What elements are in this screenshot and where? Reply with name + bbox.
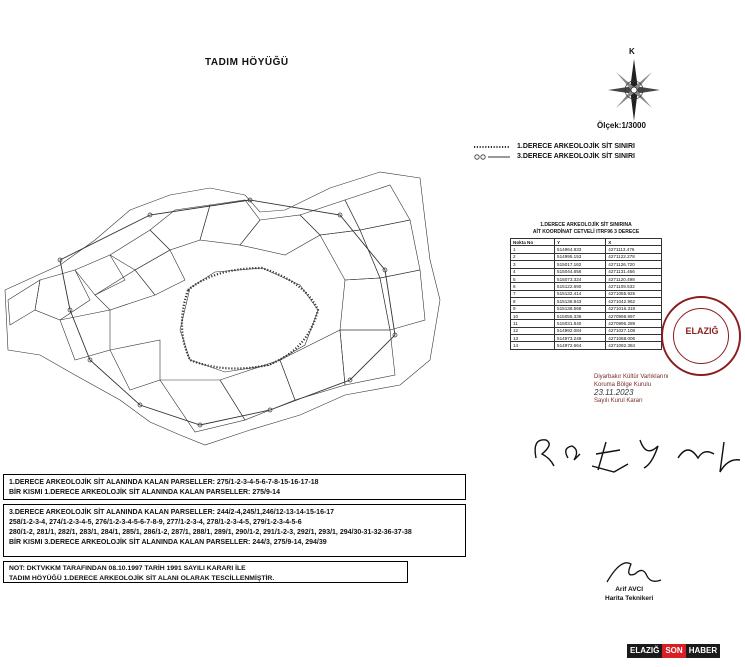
cell-no: 5 bbox=[511, 275, 555, 282]
cell-x: 4271068.006 bbox=[606, 335, 662, 342]
cell-no: 11 bbox=[511, 320, 555, 327]
table-row bbox=[511, 305, 662, 312]
cell-no: 12 bbox=[511, 327, 555, 334]
official-seal bbox=[661, 296, 741, 376]
cadastral-map bbox=[0, 160, 470, 450]
seal-inner-ring bbox=[673, 308, 729, 364]
north-letter: K bbox=[629, 47, 635, 56]
cell-no: 8 bbox=[511, 298, 555, 305]
cell-y: 515136.843 bbox=[555, 298, 606, 305]
table-row bbox=[511, 275, 662, 282]
author-role: Harita Teknikeri bbox=[605, 595, 654, 602]
table-row bbox=[511, 253, 662, 260]
header-y: Y bbox=[555, 239, 606, 246]
cell-no: 1 bbox=[511, 246, 555, 253]
third-degree-parcels-3: 280/1-2, 281/1, 282/1, 283/1, 284/1, 285/1, 286/1-2, 287/1, 288/1, 289/1, 290/1-2, 291/1-2-3, 292/1, 293/1, 294/30-31-32-36-37-38 bbox=[9, 529, 412, 536]
publisher-logo bbox=[627, 644, 720, 658]
table-row bbox=[511, 298, 662, 305]
table-row bbox=[511, 283, 662, 290]
table-row bbox=[511, 342, 662, 349]
map-scale: Ölçek:1/3000 bbox=[597, 121, 646, 130]
coordinate-table-block bbox=[510, 222, 662, 350]
dotted-line-icon bbox=[473, 144, 511, 150]
table-row bbox=[511, 261, 662, 268]
cell-y: 514973.249 bbox=[555, 335, 606, 342]
header-point-no: Nokta No bbox=[511, 239, 555, 246]
cell-x: 4271122.278 bbox=[606, 253, 662, 260]
cell-y: 515055.335 bbox=[555, 312, 606, 319]
note-line-2: TADIM HÖYÜĞÜ 1.DERECE ARKEOLOJİK SİT ALANI OLARAK TESCİLLENMİŞTİR. bbox=[9, 574, 275, 582]
cell-x: 4270998.897 bbox=[606, 312, 662, 319]
stamp-line-3: Sayılı Kurul Kararı bbox=[594, 398, 643, 404]
cell-no: 2 bbox=[511, 253, 555, 260]
stamp-line-1: Diyarbakır Kültür Varlıklarını bbox=[594, 374, 669, 380]
first-degree-parcels-box bbox=[3, 474, 466, 500]
legend-first-degree bbox=[473, 143, 635, 150]
table-row bbox=[511, 327, 662, 334]
dashed-circle-line-icon bbox=[473, 154, 511, 160]
cell-no: 13 bbox=[511, 335, 555, 342]
cell-y: 514964.833 bbox=[555, 246, 606, 253]
document-title: TADIM HÖYÜĞÜ bbox=[205, 57, 289, 68]
table-row bbox=[511, 312, 662, 319]
partial-third-degree-parcels: BİR KISMI 3.DERECE ARKEOLOJİK SİT ALANINDA KALAN PARSELLER: 244/3, 275/9-14, 294/39 bbox=[9, 539, 327, 546]
cell-no: 10 bbox=[511, 312, 555, 319]
logo-part-1: ELAZIĞ bbox=[627, 644, 662, 658]
logo-part-2: SON bbox=[662, 644, 685, 658]
cell-x: 4271027.108 bbox=[606, 327, 662, 334]
cell-x: 4271016.318 bbox=[606, 305, 662, 312]
third-degree-parcels-1: 3.DERECE ARKEOLOJİK SİT ALANINDA KALAN PARSELLER: 244/2-4,245/1,246/12-13-14-15-16-17 bbox=[9, 509, 335, 516]
table-row bbox=[511, 268, 662, 275]
cell-no: 3 bbox=[511, 261, 555, 268]
coordinate-table-header bbox=[511, 239, 662, 246]
stamp-date: 23.11.2023 bbox=[594, 388, 634, 397]
legend-label-first: 1.DERECE ARKEOLOJİK SİT SINIRI bbox=[517, 143, 635, 150]
cell-x: 4271109.532 bbox=[606, 283, 662, 290]
cell-x: 4271126.720 bbox=[606, 261, 662, 268]
cell-y: 515044.656 bbox=[555, 268, 606, 275]
approval-stamp bbox=[594, 373, 734, 405]
cell-y: 514992.084 bbox=[555, 327, 606, 334]
committee-signatures bbox=[528, 428, 743, 476]
stamp-line-2: Koruma Bölge Kurulu bbox=[594, 382, 652, 388]
registration-note-box bbox=[3, 561, 408, 583]
partial-first-degree-parcels: BİR KISMI 1.DERECE ARKEOLOJİK SİT ALANINDA KALAN PARSELLER: 275/9-14 bbox=[9, 489, 280, 496]
legend-third-degree bbox=[473, 153, 635, 160]
table-row bbox=[511, 320, 662, 327]
cell-x: 4271113.476 bbox=[606, 246, 662, 253]
third-degree-parcels-box bbox=[3, 504, 466, 557]
table-row bbox=[511, 290, 662, 297]
cell-y: 515031.840 bbox=[555, 320, 606, 327]
cell-y: 515132.414 bbox=[555, 290, 606, 297]
author-block bbox=[605, 585, 653, 603]
first-degree-parcels: 1.DERECE ARKEOLOJİK SİT ALANINDA KALAN PARSELLER: 275/1-2-3-4-5-6-7-8-15-16-17-18 bbox=[9, 479, 319, 486]
cell-y: 514972.664 bbox=[555, 342, 606, 349]
cell-x: 4271131.466 bbox=[606, 268, 662, 275]
compass-rose-icon bbox=[604, 55, 664, 125]
legend-label-third: 3.DERECE ARKEOLOJİK SİT SINIRI bbox=[517, 153, 635, 160]
table-row bbox=[511, 246, 662, 253]
seal-text: ELAZIĞ bbox=[685, 326, 719, 336]
header-x: X bbox=[606, 239, 662, 246]
third-degree-parcels-2: 258/1-2-3-4, 274/1-2-3-4-5, 276/1-2-3-4-5-6-7-8-9, 277/1-2-3-4, 278/1-2-3-4-5, 279/1-2-3-4-5-6 bbox=[9, 519, 302, 526]
north-arrow bbox=[604, 47, 664, 122]
cell-no: 14 bbox=[511, 342, 555, 349]
note-line-1: NOT: DKTVKKM TARAFINDAN 08.10.1997 TARİH 1991 SAYILI KARARI İLE bbox=[9, 565, 246, 572]
logo-part-3: HABER bbox=[686, 644, 720, 658]
cell-no: 6 bbox=[511, 283, 555, 290]
coordinate-table-title-2: AİT KOORDİNAT CETVELİ ITRF96 3 DERECE bbox=[532, 229, 640, 235]
cell-y: 515017.162 bbox=[555, 261, 606, 268]
cell-x: 4271120.498 bbox=[606, 275, 662, 282]
author-name: Arif AVCI bbox=[615, 586, 644, 593]
cell-x: 4270996.289 bbox=[606, 320, 662, 327]
cell-no: 4 bbox=[511, 268, 555, 275]
cell-y: 515138.568 bbox=[555, 305, 606, 312]
cell-x: 4271092.384 bbox=[606, 342, 662, 349]
cell-y: 515122.690 bbox=[555, 283, 606, 290]
technician-signature bbox=[603, 554, 663, 588]
coordinate-table-title-1: 1.DERECE ARKEOLOJİK SİT SINIRINA bbox=[540, 222, 632, 228]
cell-x: 4271055.925 bbox=[606, 290, 662, 297]
table-row bbox=[511, 335, 662, 342]
coordinate-table bbox=[510, 238, 662, 350]
cell-no: 7 bbox=[511, 290, 555, 297]
cell-x: 4271042.962 bbox=[606, 298, 662, 305]
cell-y: 514995.153 bbox=[555, 253, 606, 260]
cell-no: 9 bbox=[511, 305, 555, 312]
cell-y: 515073.324 bbox=[555, 275, 606, 282]
